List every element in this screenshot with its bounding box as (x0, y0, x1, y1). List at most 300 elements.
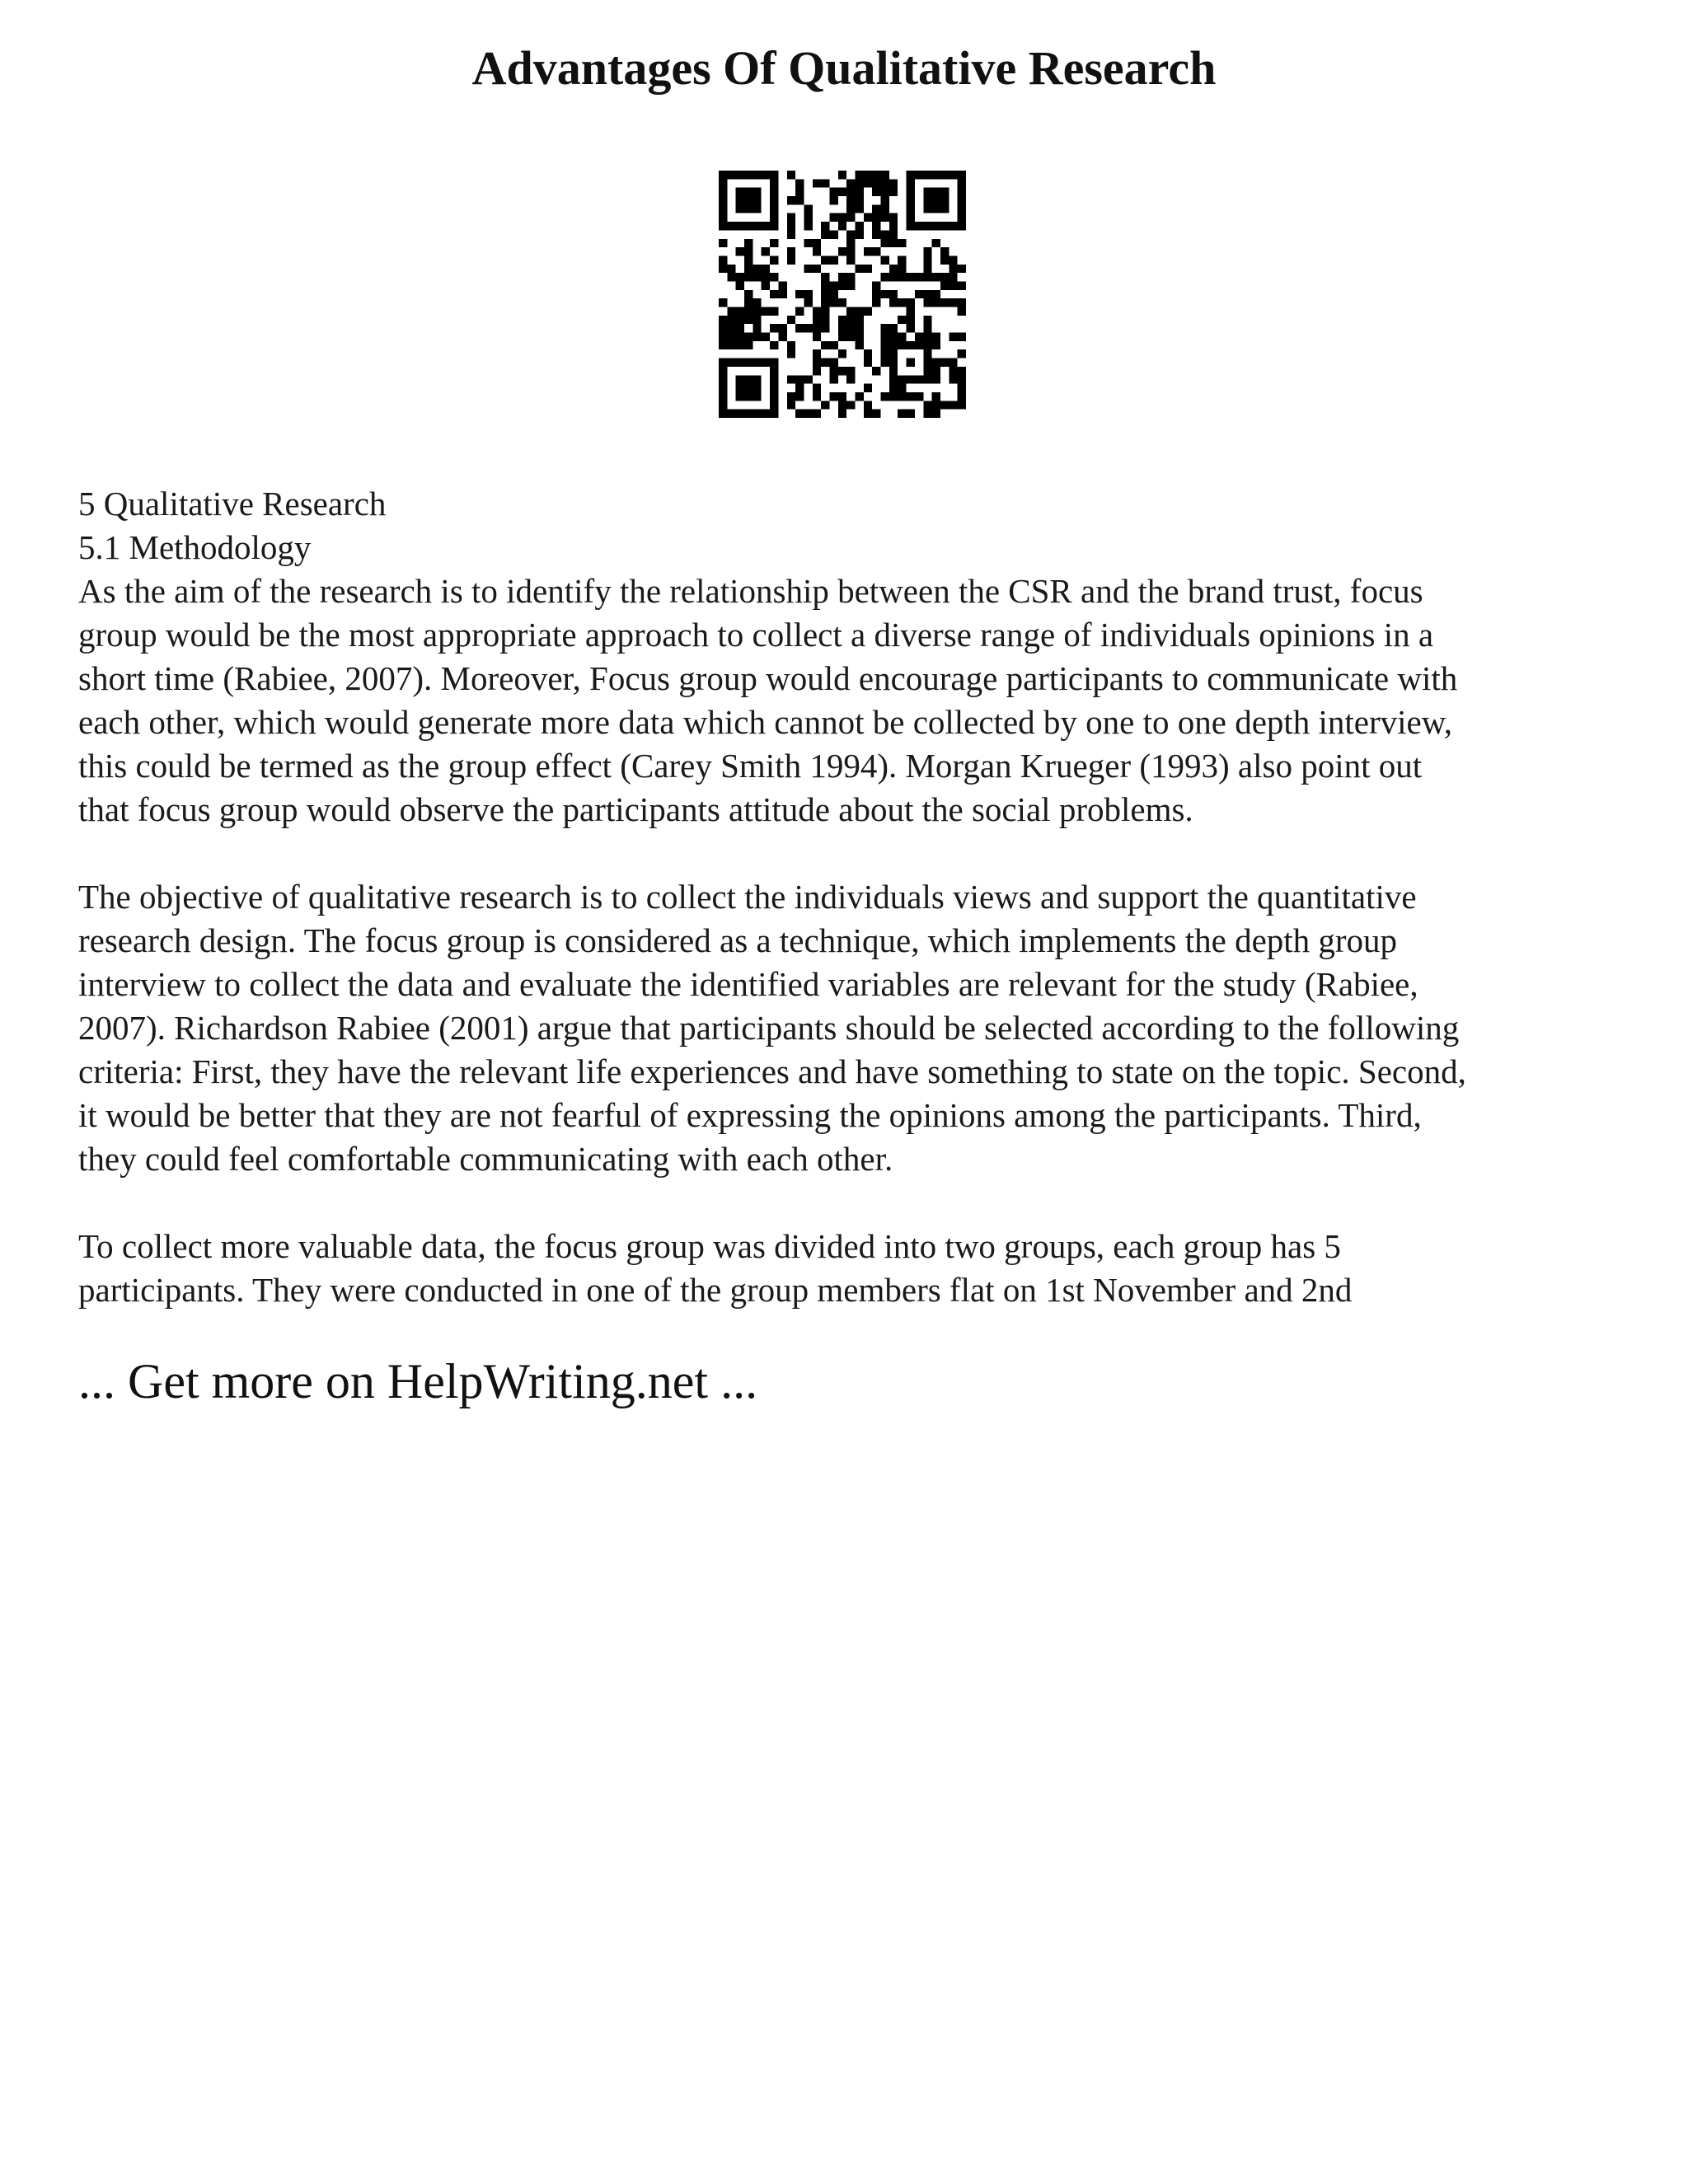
qr-module (744, 239, 753, 247)
qr-module (838, 316, 846, 324)
qr-module (795, 196, 804, 204)
qr-module (744, 204, 753, 213)
qr-module (932, 375, 940, 383)
qr-module (727, 333, 735, 341)
qr-module (821, 316, 829, 324)
qr-module (949, 333, 957, 341)
qr-module (958, 367, 966, 375)
qr-module (856, 179, 864, 187)
qr-module (829, 298, 837, 307)
qr-module (736, 247, 744, 255)
qr-module (838, 281, 846, 289)
qr-module (727, 324, 735, 332)
qr-module (770, 290, 778, 298)
qr-module (898, 384, 906, 392)
qr-module (923, 349, 931, 358)
qr-module (736, 410, 744, 418)
qr-module (744, 171, 753, 179)
qr-module (719, 265, 727, 273)
paragraph-3-line: To collect more valuable data, the focus group was divided into two groups, each group has 5 (78, 1227, 1341, 1265)
qr-module (753, 265, 761, 273)
qr-module (932, 273, 940, 281)
qr-module (813, 316, 821, 324)
qr-module (856, 196, 864, 204)
qr-module (846, 179, 855, 187)
qr-module (762, 359, 770, 367)
qr-module (787, 255, 795, 264)
qr-module (804, 298, 812, 307)
qr-module (787, 222, 795, 230)
qr-module (940, 401, 949, 409)
qr-module (727, 359, 735, 367)
qr-module (856, 265, 864, 273)
qr-module (727, 265, 735, 273)
qr-module (821, 222, 829, 230)
qr-module (770, 375, 778, 383)
qr-module (762, 222, 770, 230)
qr-module (898, 375, 906, 383)
qr-module (923, 247, 931, 255)
paragraph-1-line: each other, which would generate more data which cannot be collected by one to one depth interview, (78, 703, 1452, 741)
qr-module (787, 349, 795, 358)
qr-module (795, 290, 804, 298)
qr-module (949, 298, 957, 307)
qr-module (719, 341, 727, 349)
qr-module (719, 324, 727, 332)
qr-module (923, 265, 931, 273)
qr-module (753, 316, 761, 324)
qr-module (787, 196, 795, 204)
qr-module (940, 273, 949, 281)
paragraph-2 (78, 875, 1628, 1181)
qr-module (907, 341, 915, 349)
qr-module (770, 222, 778, 230)
qr-module (813, 307, 821, 316)
qr-module (940, 255, 949, 264)
qr-module (915, 333, 923, 341)
qr-module (795, 392, 804, 401)
qr-module (744, 247, 753, 255)
qr-module (923, 188, 931, 196)
qr-module (753, 384, 761, 392)
qr-module (940, 196, 949, 204)
qr-module (838, 324, 846, 332)
qr-module (856, 316, 864, 324)
qr-module (795, 410, 804, 418)
qr-module (923, 324, 931, 332)
qr-module (846, 239, 855, 247)
qr-module (923, 196, 931, 204)
qr-module (958, 188, 966, 196)
qr-module (829, 341, 837, 349)
qr-module (856, 171, 864, 179)
qr-module (770, 179, 778, 187)
qr-module (932, 341, 940, 349)
qr-module (907, 213, 915, 222)
qr-module (889, 213, 898, 222)
qr-module (846, 307, 855, 316)
qr-module (770, 239, 778, 247)
section-heading: 5 Qualitative Research (78, 485, 387, 523)
qr-module (881, 290, 889, 298)
qr-module (787, 247, 795, 255)
qr-module (846, 196, 855, 204)
paragraph-1-line: that focus group would observe the participants attitude about the social problems. (78, 790, 1193, 828)
qr-module (744, 333, 753, 341)
qr-module (932, 367, 940, 375)
qr-module (907, 171, 915, 179)
qr-module (923, 290, 931, 298)
qr-module (727, 171, 735, 179)
qr-module (778, 324, 786, 332)
qr-module (923, 171, 931, 179)
qr-module (881, 324, 889, 332)
qr-module (856, 324, 864, 332)
qr-module (770, 188, 778, 196)
qr-module (787, 392, 795, 401)
qr-module (736, 333, 744, 341)
qr-module (949, 222, 957, 230)
qr-module (770, 341, 778, 349)
qr-module (804, 239, 812, 247)
qr-module (940, 298, 949, 307)
qr-module (719, 171, 727, 179)
qr-module (770, 367, 778, 375)
qr-module (727, 316, 735, 324)
document-title: Advantages Of Qualitative Research (471, 41, 1217, 95)
document-body (78, 482, 1628, 1312)
qr-module (864, 265, 872, 273)
qr-module (719, 204, 727, 213)
qr-module (915, 273, 923, 281)
qr-module (907, 179, 915, 187)
qr-module (907, 196, 915, 204)
qr-module (872, 213, 880, 222)
qr-module (864, 179, 872, 187)
qr-module (770, 324, 778, 332)
paragraph-2-line: criteria: First, they have the relevant life experiences and have something to state on the topic. Second, (78, 1052, 1466, 1090)
qr-module (932, 188, 940, 196)
qr-module (762, 410, 770, 418)
qr-module (932, 171, 940, 179)
qr-module (907, 307, 915, 316)
qr-module (889, 392, 898, 401)
qr-module (744, 341, 753, 349)
qr-module (881, 349, 889, 358)
qr-module (958, 222, 966, 230)
qr-module (804, 290, 812, 298)
paragraph-1-line: this could be termed as the group effect (Carey Smith 1994). Morgan Krueger (1993) also point out (78, 747, 1423, 785)
qr-module (727, 273, 735, 281)
subsection-heading: 5.1 Methodology (78, 528, 312, 566)
qr-code (719, 171, 966, 418)
qr-module (778, 281, 786, 289)
qr-module (727, 341, 735, 349)
qr-module (770, 204, 778, 213)
qr-module (838, 171, 846, 179)
qr-module (958, 196, 966, 204)
qr-module (795, 384, 804, 392)
qr-module (958, 204, 966, 213)
qr-module (923, 222, 931, 230)
qr-module (813, 239, 821, 247)
qr-module (889, 188, 898, 196)
qr-module (736, 273, 744, 281)
qr-module (923, 298, 931, 307)
qr-module (889, 367, 898, 375)
qr-module (753, 188, 761, 196)
qr-module (864, 359, 872, 367)
qr-module (932, 222, 940, 230)
qr-module (889, 333, 898, 341)
qr-module (744, 298, 753, 307)
qr-module (915, 290, 923, 298)
qr-module (958, 401, 966, 409)
qr-module (719, 213, 727, 222)
qr-module (958, 384, 966, 392)
qr-module (787, 213, 795, 222)
qr-module (762, 307, 770, 316)
qr-module (872, 171, 880, 179)
paragraph-2-line: research design. The focus group is considered as a technique, which implements the depth group (78, 921, 1398, 959)
qr-module (889, 179, 898, 187)
qr-module (856, 230, 864, 238)
qr-module (821, 290, 829, 298)
qr-module (838, 273, 846, 281)
qr-module (719, 410, 727, 418)
qr-module (753, 359, 761, 367)
qr-module (923, 316, 931, 324)
qr-module (744, 384, 753, 392)
qr-module (907, 204, 915, 213)
qr-module (821, 298, 829, 307)
qr-module (932, 333, 940, 341)
qr-module (846, 255, 855, 264)
qr-module (744, 359, 753, 367)
qr-module (872, 222, 880, 230)
qr-module (872, 281, 880, 289)
qr-module (958, 307, 966, 316)
qr-module (813, 367, 821, 375)
qr-module (804, 324, 812, 332)
qr-module (881, 273, 889, 281)
qr-module (821, 307, 829, 316)
qr-module (753, 222, 761, 230)
qr-module (744, 307, 753, 316)
qr-module (881, 213, 889, 222)
qr-module (907, 324, 915, 332)
qr-module (958, 213, 966, 222)
qr-module (829, 255, 837, 264)
qr-module (770, 171, 778, 179)
qr-module (907, 359, 915, 367)
qr-module (787, 171, 795, 179)
qr-module (821, 230, 829, 238)
qr-module (727, 307, 735, 316)
qr-module (846, 367, 855, 375)
qr-module (744, 222, 753, 230)
qr-module (915, 341, 923, 349)
qr-module (838, 349, 846, 358)
qr-module (856, 204, 864, 213)
qr-module (881, 196, 889, 204)
qr-module (736, 188, 744, 196)
qr-module (949, 359, 957, 367)
qr-module (881, 204, 889, 213)
qr-module (846, 375, 855, 383)
qr-module (846, 333, 855, 341)
qr-module (872, 290, 880, 298)
qr-module (846, 273, 855, 281)
qr-module (907, 273, 915, 281)
qr-module (736, 222, 744, 230)
qr-module (932, 359, 940, 367)
qr-module (907, 392, 915, 401)
qr-module (856, 341, 864, 349)
qr-module (940, 359, 949, 367)
qr-module (846, 213, 855, 222)
qr-module (923, 359, 931, 367)
qr-module (898, 333, 906, 341)
paragraph-2-line: 2007). Richardson Rabiee (2001) argue that participants should be selected according to the following (78, 1009, 1460, 1047)
qr-module (829, 359, 837, 367)
qr-module (881, 341, 889, 349)
qr-module (762, 171, 770, 179)
qr-module (838, 392, 846, 401)
qr-module (753, 196, 761, 204)
paragraph-1-line: group would be the most appropriate approach to collect a diverse range of individuals opinions in a (78, 616, 1434, 654)
qr-module (719, 333, 727, 341)
qr-module (838, 298, 846, 307)
qr-module (958, 298, 966, 307)
qr-module (821, 273, 829, 281)
qr-module (856, 333, 864, 341)
qr-module (907, 375, 915, 383)
qr-module (881, 188, 889, 196)
qr-module (872, 179, 880, 187)
qr-module (864, 401, 872, 409)
qr-module (736, 307, 744, 316)
qr-module (907, 222, 915, 230)
qr-module (889, 239, 898, 247)
qr-module (923, 341, 931, 349)
qr-module (864, 171, 872, 179)
qr-module (778, 290, 786, 298)
qr-module (881, 333, 889, 341)
qr-module (719, 222, 727, 230)
qr-module (753, 324, 761, 332)
qr-module (770, 359, 778, 367)
qr-module (881, 239, 889, 247)
qr-module (923, 410, 931, 418)
qr-module (949, 255, 957, 264)
qr-module (744, 392, 753, 401)
qr-module (719, 367, 727, 375)
qr-module (753, 204, 761, 213)
qr-module (907, 316, 915, 324)
qr-module (958, 333, 966, 341)
paragraph-2-line: The objective of qualitative research is to collect the individuals views and support the quantitative (78, 878, 1417, 916)
qr-module (770, 213, 778, 222)
qr-module (872, 204, 880, 213)
qr-module (846, 324, 855, 332)
qr-module (744, 273, 753, 281)
qr-module (856, 222, 864, 230)
qr-module (856, 188, 864, 196)
qr-module (813, 324, 821, 332)
qr-module (881, 392, 889, 401)
qr-module (898, 392, 906, 401)
qr-module (949, 367, 957, 375)
qr-module (940, 247, 949, 255)
qr-module (804, 375, 812, 383)
qr-module (838, 333, 846, 341)
qr-module (864, 410, 872, 418)
qr-module (744, 290, 753, 298)
qr-module (889, 375, 898, 383)
qr-module (744, 316, 753, 324)
qr-module (958, 375, 966, 383)
qr-module (846, 401, 855, 409)
qr-module (829, 188, 837, 196)
qr-module (889, 349, 898, 358)
qr-module (940, 222, 949, 230)
qr-module (795, 179, 804, 187)
qr-module (915, 375, 923, 383)
qr-module (923, 255, 931, 264)
qr-module (923, 401, 931, 409)
qr-module (821, 179, 829, 187)
qr-module (770, 255, 778, 264)
paragraph-1-line: As the aim of the research is to identify the relationship between the CSR and the brand trust, focus (78, 572, 1423, 610)
qr-module (949, 281, 957, 289)
qr-module (753, 392, 761, 401)
qr-module (736, 392, 744, 401)
qr-module (762, 273, 770, 281)
qr-module (949, 171, 957, 179)
qr-module (762, 281, 770, 289)
qr-module (949, 273, 957, 281)
qr-module (795, 324, 804, 332)
qr-module (736, 324, 744, 332)
qr-module (881, 359, 889, 367)
qr-module (940, 281, 949, 289)
qr-module (736, 384, 744, 392)
qr-module (804, 213, 812, 222)
qr-module (829, 367, 837, 375)
qr-module (838, 410, 846, 418)
qr-module (907, 298, 915, 307)
qr-module (872, 230, 880, 238)
get-more-link[interactable]: ... Get more on HelpWriting.net ... (78, 1354, 758, 1408)
qr-module (923, 375, 931, 383)
qr-module (923, 333, 931, 341)
qr-module (736, 196, 744, 204)
qr-module (770, 401, 778, 409)
qr-module (889, 290, 898, 298)
qr-module (923, 367, 931, 375)
qr-module (958, 171, 966, 179)
qr-module (940, 204, 949, 213)
qr-module (736, 204, 744, 213)
qr-module (923, 204, 931, 213)
qr-module (949, 375, 957, 383)
qr-module (838, 188, 846, 196)
qr-module (804, 410, 812, 418)
qr-module (736, 359, 744, 367)
qr-module (864, 213, 872, 222)
qr-module (864, 307, 872, 316)
